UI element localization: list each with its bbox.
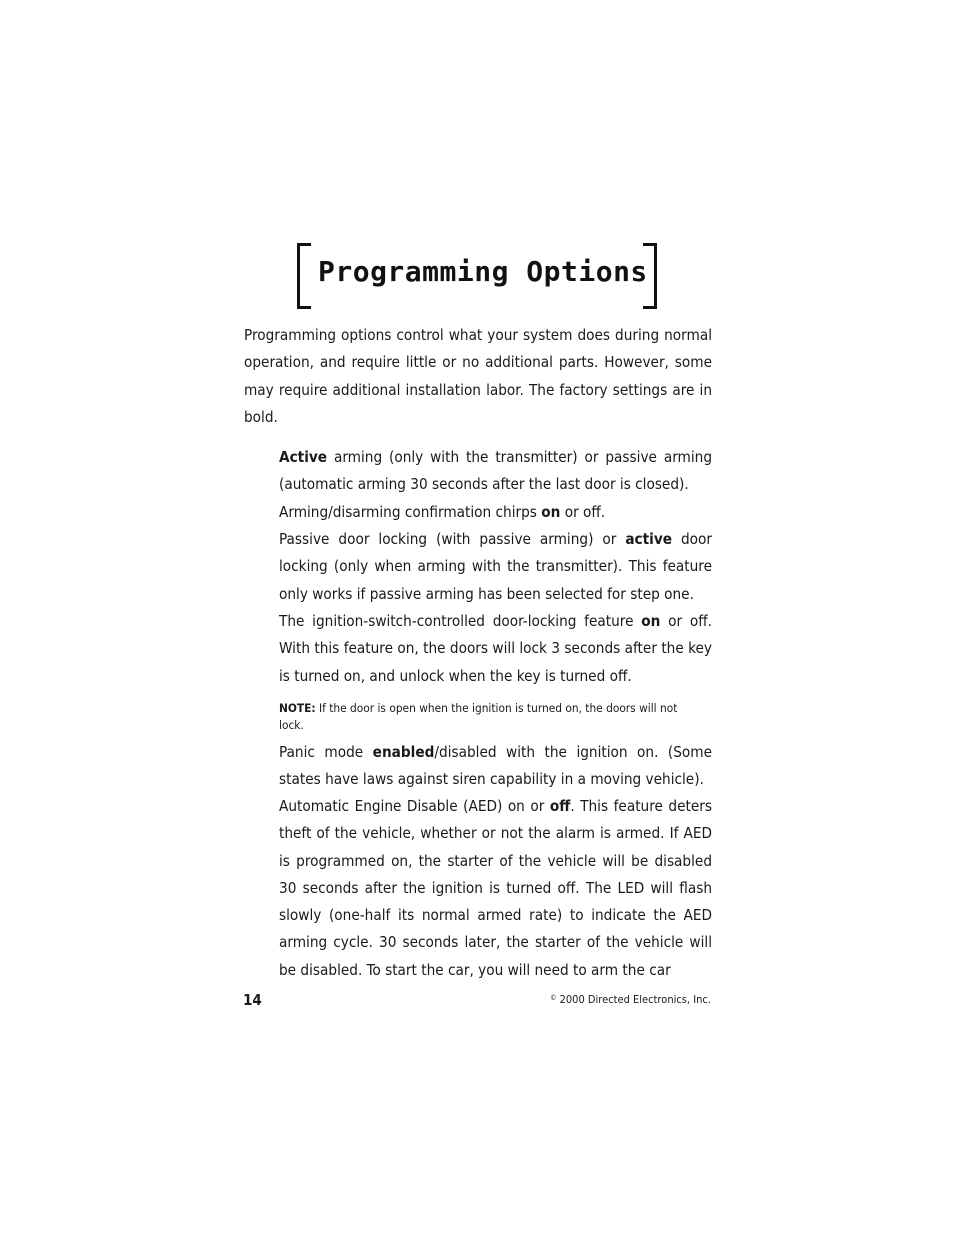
note-text: If the door is open when the ignition is turned on, the doors will not lock. bbox=[279, 701, 678, 732]
option-text: arming (only with the transmitter) or passive arming (automatic arming 30 seconds after the last door is closed). bbox=[279, 448, 712, 494]
option-door-locking bbox=[279, 526, 712, 608]
copyright-symbol: © bbox=[550, 994, 557, 1002]
right-bracket-decoration bbox=[643, 243, 657, 309]
option-panic-mode bbox=[279, 739, 712, 794]
option-text: Automatic Engine Disable (AED) on or bbox=[279, 797, 550, 815]
bold-factory-setting: enabled bbox=[372, 743, 435, 761]
option-text: door locking (only when arming with the transmitter). This feature only works if passive arming has been selected for step one. bbox=[279, 530, 713, 603]
note-label: NOTE: bbox=[279, 701, 316, 715]
bold-factory-setting: on bbox=[541, 503, 561, 521]
option-text: Passive door locking (with passive arming) or bbox=[279, 530, 626, 548]
option-text: or off. bbox=[560, 503, 606, 521]
page-number: 14 bbox=[243, 991, 262, 1009]
intro-paragraph: Programming options control what your system does during normal operation, and require little or no additional parts. However, some may require additional installation labor. The factory settings are in bold. bbox=[244, 326, 712, 426]
copyright-notice bbox=[550, 993, 711, 1006]
bold-factory-setting: on bbox=[641, 612, 661, 630]
option-aed bbox=[279, 793, 712, 984]
left-bracket-decoration bbox=[297, 243, 311, 309]
bold-factory-setting: Active bbox=[279, 448, 328, 466]
option-text: /disabled with the ignition on. (Some states have laws against siren capability in a moving vehicle). bbox=[279, 743, 713, 789]
option-active-arming bbox=[279, 444, 712, 499]
bold-factory-setting: active bbox=[625, 530, 673, 548]
copyright-text: 2000 Directed Electronics, Inc. bbox=[556, 993, 711, 1006]
option-confirmation-chirps bbox=[279, 499, 712, 526]
bold-factory-setting: off bbox=[549, 797, 571, 815]
title-block bbox=[297, 243, 657, 309]
option-text: . This feature deters theft of the vehicle, whether or not the alarm is armed. If AED is programmed on, the starter of the vehicle will be disabled 30 seconds after the ignition is turned off. The LED will flash slowly (one-half its normal armed rate) to indicate the AED arming cycle. 30 seconds later, the starter of the vehicle will be disabled. To start the car, you will need to arm the car bbox=[279, 797, 712, 979]
option-ignition-door-locking bbox=[279, 608, 712, 690]
page-title: Programming Options bbox=[318, 255, 648, 288]
note bbox=[279, 700, 689, 734]
option-text: or off. With this feature on, the doors will lock 3 seconds after the key is turned on, and unlock when the key is turned off. bbox=[279, 612, 712, 685]
option-text: Arming/disarming confirmation chirps bbox=[279, 503, 542, 521]
option-text: Panic mode bbox=[279, 743, 373, 761]
option-text: The ignition-switch-controlled door-locking feature bbox=[279, 612, 642, 630]
